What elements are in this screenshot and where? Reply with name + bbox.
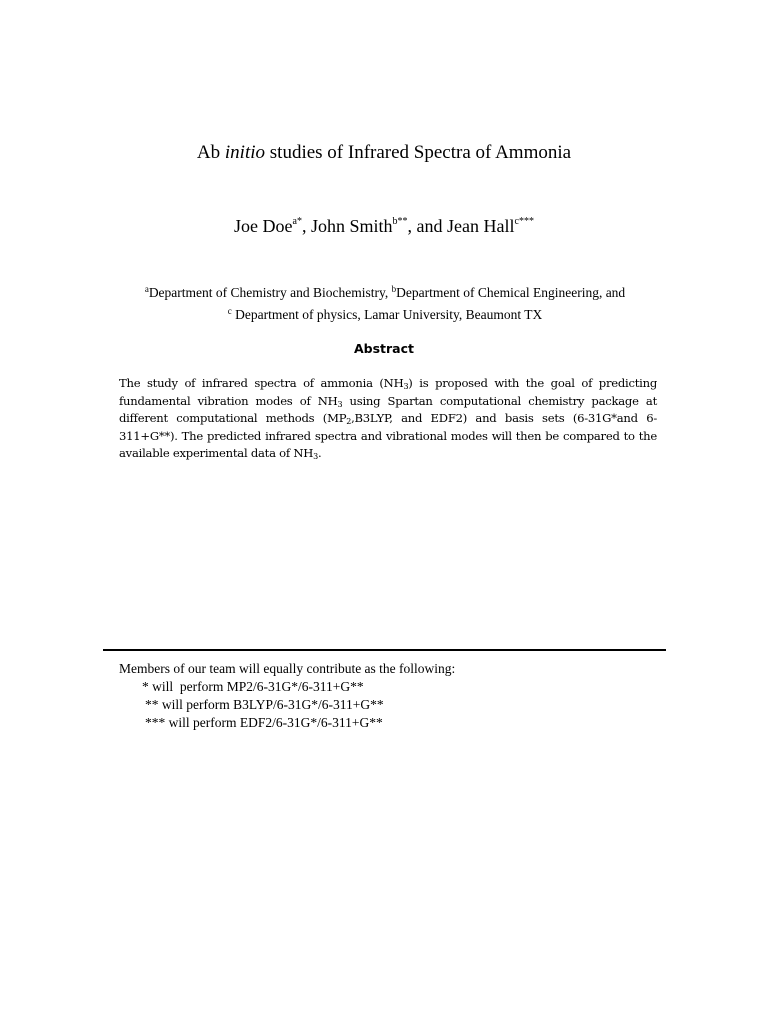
team-role: * will perform MP2/6-31G*/6-311+G** [142, 679, 364, 694]
subscript: 2 [346, 417, 352, 427]
team-role: ** will perform B3LYP/6-31G*/6-311+G** [145, 697, 384, 712]
abstract-text: . [318, 446, 322, 461]
abstract-text: ,B3LYP, and EDF2) and basis sets (6-31G*and 6-311+G**). The predicted infrared spectra and vibrational modes will then be compared to the available experimental data of NH [119, 411, 657, 461]
paper-title [0, 142, 768, 164]
author-name: Joe Doe [234, 216, 293, 236]
author-marker: c*** [514, 216, 534, 227]
abstract-text: ) is proposed with the goal of predicting fundamental vibration modes of NH [119, 376, 658, 408]
abstract-text: The study of infrared spectra of ammonia (NH [119, 376, 404, 390]
title-text: Ab [196, 142, 225, 163]
abstract-heading: Abstract [353, 341, 415, 356]
affiliation-marker: a [144, 284, 149, 294]
author-name: John Smith [310, 216, 393, 236]
abstract-text: using Spartan computational chemistry package at different computational methods (MP [119, 393, 657, 426]
team-contributions [119, 660, 659, 732]
footnote-divider [103, 649, 666, 651]
author-name: Jean Hall [447, 216, 515, 236]
author-marker: a* [292, 216, 302, 227]
author-separator: , [301, 216, 311, 236]
abstract-body [119, 375, 657, 463]
team-role: *** will perform EDF2/6-31G*/6-311+G** [145, 715, 383, 730]
affiliation-text: Department of Chemistry and Biochemistry, [148, 285, 392, 300]
affiliation-marker: c [227, 306, 232, 316]
affiliation-text: Department of Chemical Engineering, and [396, 285, 626, 300]
author-marker: b** [392, 216, 408, 227]
title-italic-text: initio [224, 142, 266, 163]
subscript: 3 [313, 452, 318, 462]
affiliation-text: Department of physics, Lamar University, Beaumont TX [231, 307, 543, 322]
author-list [0, 210, 768, 238]
affiliation-marker: b [391, 284, 397, 294]
affiliations [110, 280, 660, 324]
subscript: 3 [337, 399, 343, 409]
title-text-rest: studies of Infrared Spectra of Ammonia [265, 142, 572, 163]
author-separator: , and [407, 216, 448, 236]
subscript: 3 [403, 382, 409, 391]
team-intro: Members of our team will equally contribute as the following: [119, 661, 456, 676]
